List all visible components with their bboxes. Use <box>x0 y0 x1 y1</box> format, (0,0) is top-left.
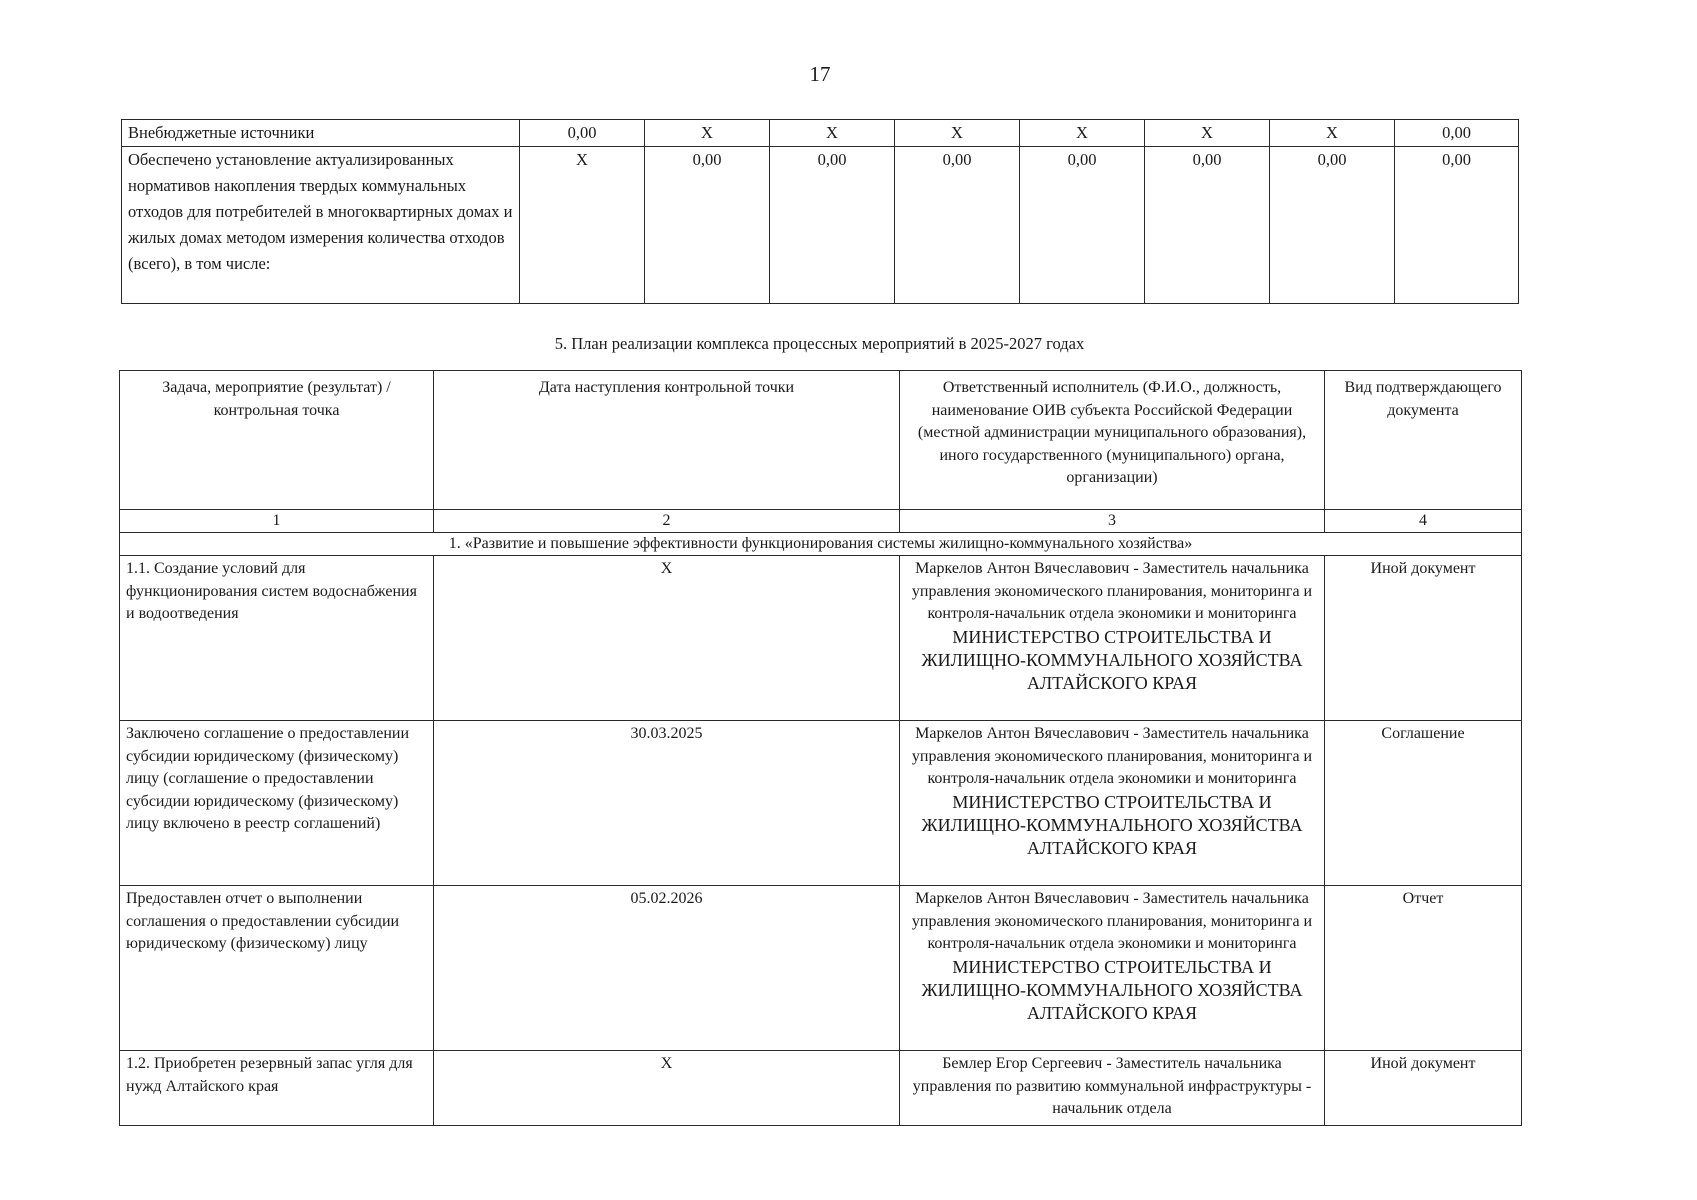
task-cell: Заключено соглашение о предоставлении субсидии юридическому (физическому) лицу (соглашение о предоставлении субсидии юридическому (физическому) лицу включено в реестр соглашений) <box>120 721 434 886</box>
date-cell: X <box>434 556 900 721</box>
responsible-person: Маркелов Антон Вячеславович - Заместитель начальника управления экономического планирования, мониторинга и контроля-начальник отдела экономики и мониторинга <box>911 890 1313 952</box>
column-number: 1 <box>120 510 434 533</box>
task-cell: Предоставлен отчет о выполнении соглашения о предоставлении субсидии юридическому (физическому) лицу <box>120 886 434 1051</box>
table-row <box>120 556 1522 721</box>
header-document: Вид подтверждающего документа <box>1325 371 1522 510</box>
responsible-cell <box>900 1051 1325 1126</box>
table-cell: X <box>1020 120 1145 147</box>
responsible-person: Маркелов Антон Вячеславович - Заместитель начальника управления экономического планирования, мониторинга и контроля-начальник отдела экономики и мониторинга <box>911 560 1313 622</box>
table-cell: 0,00 <box>1145 147 1270 304</box>
row-label: Обеспечено установление актуализированных нормативов накопления твердых коммунальных отходов для потребителей в многоквартирных домах и жилых домах методом измерения количества отходов (всего), в том числе: <box>122 147 520 304</box>
table-cell: 0,00 <box>1395 120 1519 147</box>
document-cell: Соглашение <box>1325 721 1522 886</box>
page-number: 17 <box>809 62 831 86</box>
financing-table <box>121 119 1519 304</box>
table-cell: X <box>770 120 895 147</box>
task-cell: 1.2. Приобретен резервный запас угля для нужд Алтайского края <box>120 1051 434 1126</box>
header-date: Дата наступления контрольной точки <box>434 371 900 510</box>
table-row <box>122 120 1519 147</box>
responsible-person: Маркелов Антон Вячеславович - Заместитель начальника управления экономического планирования, мониторинга и контроля-начальник отдела экономики и мониторинга <box>911 725 1313 787</box>
section-row <box>120 533 1522 556</box>
table-cell: 0,00 <box>1270 147 1395 304</box>
table-cell: 0,00 <box>770 147 895 304</box>
date-cell: 05.02.2026 <box>434 886 900 1051</box>
responsible-org: МИНИСТЕРСТВО СТРОИТЕЛЬСТВА И ЖИЛИЩНО-КОММУНАЛЬНОГО ХОЗЯЙСТВА АЛТАЙСКОГО КРАЯ <box>921 626 1303 693</box>
table-row <box>120 886 1522 1051</box>
table-row <box>120 1051 1522 1126</box>
document-cell: Отчет <box>1325 886 1522 1051</box>
table-cell: X <box>1145 120 1270 147</box>
table-header-row <box>120 371 1522 510</box>
column-numbers-row <box>120 510 1522 533</box>
responsible-person: Бемлер Егор Сергеевич - Заместитель начальника управления по развитию коммунальной инфраструктуры - начальник отдела <box>912 1055 1312 1117</box>
table-cell: 0,00 <box>645 147 770 304</box>
document-cell: Иной документ <box>1325 556 1522 721</box>
column-number: 4 <box>1325 510 1522 533</box>
header-responsible: Ответственный исполнитель (Ф.И.О., должность, наименование ОИВ субъекта Российской Федерации (местной администрации муниципального образования), иного государственного (муниципального) органа, организации) <box>900 371 1325 510</box>
table-row <box>122 147 1519 304</box>
date-cell: X <box>434 1051 900 1126</box>
header-task: Задача, мероприятие (результат) / контрольная точка <box>120 371 434 510</box>
table-cell: X <box>645 120 770 147</box>
row-label: Внебюджетные источники <box>122 120 520 147</box>
responsible-cell <box>900 556 1325 721</box>
responsible-cell <box>900 721 1325 886</box>
table-cell: 0,00 <box>895 147 1020 304</box>
table-row <box>120 721 1522 886</box>
table-cell: 0,00 <box>1395 147 1519 304</box>
column-number: 3 <box>900 510 1325 533</box>
document-cell: Иной документ <box>1325 1051 1522 1126</box>
column-number: 2 <box>434 510 900 533</box>
table-cell: 0,00 <box>1020 147 1145 304</box>
implementation-plan-table <box>119 370 1522 1126</box>
responsible-cell <box>900 886 1325 1051</box>
table-cell: X <box>895 120 1020 147</box>
table-cell: X <box>520 147 645 304</box>
responsible-org: МИНИСТЕРСТВО СТРОИТЕЛЬСТВА И ЖИЛИЩНО-КОММУНАЛЬНОГО ХОЗЯЙСТВА АЛТАЙСКОГО КРАЯ <box>921 791 1303 858</box>
section-heading: 1. «Развитие и повышение эффективности функционирования системы жилищно-коммунального хозяйства» <box>120 533 1522 556</box>
table-cell: 0,00 <box>520 120 645 147</box>
table-cell: X <box>1270 120 1395 147</box>
responsible-org: МИНИСТЕРСТВО СТРОИТЕЛЬСТВА И ЖИЛИЩНО-КОММУНАЛЬНОГО ХОЗЯЙСТВА АЛТАЙСКОГО КРАЯ <box>921 956 1303 1023</box>
date-cell: 30.03.2025 <box>434 721 900 886</box>
task-cell: 1.1. Создание условий для функционирования систем водоснабжения и водоотведения <box>120 556 434 721</box>
section-title: 5. План реализации комплекса процессных мероприятий в 2025-2027 годах <box>554 334 1085 353</box>
